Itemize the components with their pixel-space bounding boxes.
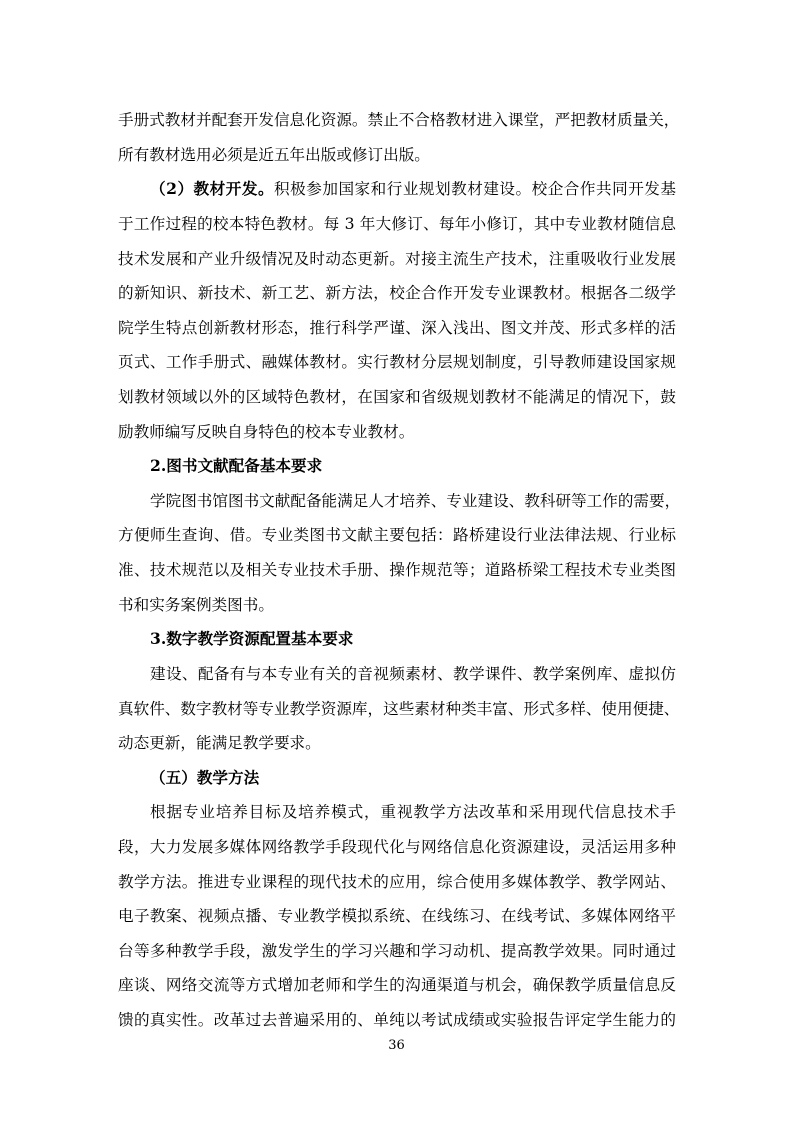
text-line: 建设、配备有与本专业有关的音视频素材、教学课件、教学案例库、虚拟仿 [150,664,676,683]
text-line: 页式、工作手册式、融媒体教材。实行教材分层规划制度，引导教师建设国家规 [118,353,676,372]
text-line: 励教师编写反映自身特色的校本专业教材。 [118,422,415,441]
text-line: 电子教案、视频点播、专业教学模拟系统、在线练习、在线考试、多媒体网络平 [118,907,676,926]
text-line: 方便师生查询、借。专业类图书文献主要包括：路桥建设行业法律法规、行业标 [118,526,676,545]
text-line: 划教材领域以外的区域特色教材，在国家和省级规划教材不能满足的情况下，鼓 [118,387,676,406]
text-line: 座谈、网络交流等方式增加老师和学生的沟通渠道与机会，确保教学质量信息反 [118,976,676,995]
text-line: 所有教材选用必须是近五年出版或修订出版。 [118,145,430,164]
text-line: 学院图书馆图书文献配备能满足人才培养、专业建设、教科研等工作的需要， [150,491,681,510]
section-heading: 2.图书文献配备基本要求 [150,456,323,476]
text-span: 积极参加国家和行业规划教材建设。校企合作共同开发基 [274,180,676,199]
text-line: 准、技术规范以及相关专业技术手册、操作规范等；道路桥梁工程技术专业类图 [118,561,676,579]
paragraph-lead-line [150,179,676,199]
text-line: 段，大力发展多媒体网络教学手段现代化与网络信息化资源建设，灵活运用多种 [118,837,676,856]
text-line: 书和实务案例类图书。 [118,595,274,614]
text-line: 技术发展和产业升级情况及时动态更新。对接主流生产技术，注重吸收行业发展 [118,249,676,268]
text-line: 的新知识、新技术、新工艺、新方法，校企合作开发专业课教材。根据各二级学 [118,284,676,303]
text-line: 根据专业培养目标及培养模式，重视教学方法改革和采用现代信息技术手 [150,803,676,822]
text-line: 院学生特点创新教材形态，推行科学严谨、深入浅出、图文并茂、形式多样的活 [118,318,676,337]
text-line: 台等多种教学手段，激发学生的学习兴趣和学习动机、提高教学效果。同时通过 [118,941,676,960]
bold-lead: （2）教材开发。 [150,179,275,199]
text-line: 动态更新，能满足教学要求。 [118,734,321,753]
section-heading: （五）教学方法 [150,767,260,787]
section-heading: 3.数字教学资源配置基本要求 [150,629,354,649]
text-line: 手册式教材并配套开发信息化资源。禁止不合格教材进入课堂，严把教材质量关， [118,111,680,129]
page-number: 36 [388,1038,405,1053]
text-line: 馈的真实性。改革过去普遍采用的、单纯以考试成绩或实验报告评定学生能力的 [118,1011,676,1029]
text-line: 真软件、数字教材等专业教学资源库，这些素材种类丰富、形式多样、使用便捷、 [118,699,680,718]
text-line: 教学方法。推进专业课程的现代技术的应用，综合使用多媒体教学、教学网站、 [118,872,676,891]
text-line: 于工作过程的校本特色教材。每 3 年大修订、每年小修订，其中专业教材随信息 [118,214,676,233]
